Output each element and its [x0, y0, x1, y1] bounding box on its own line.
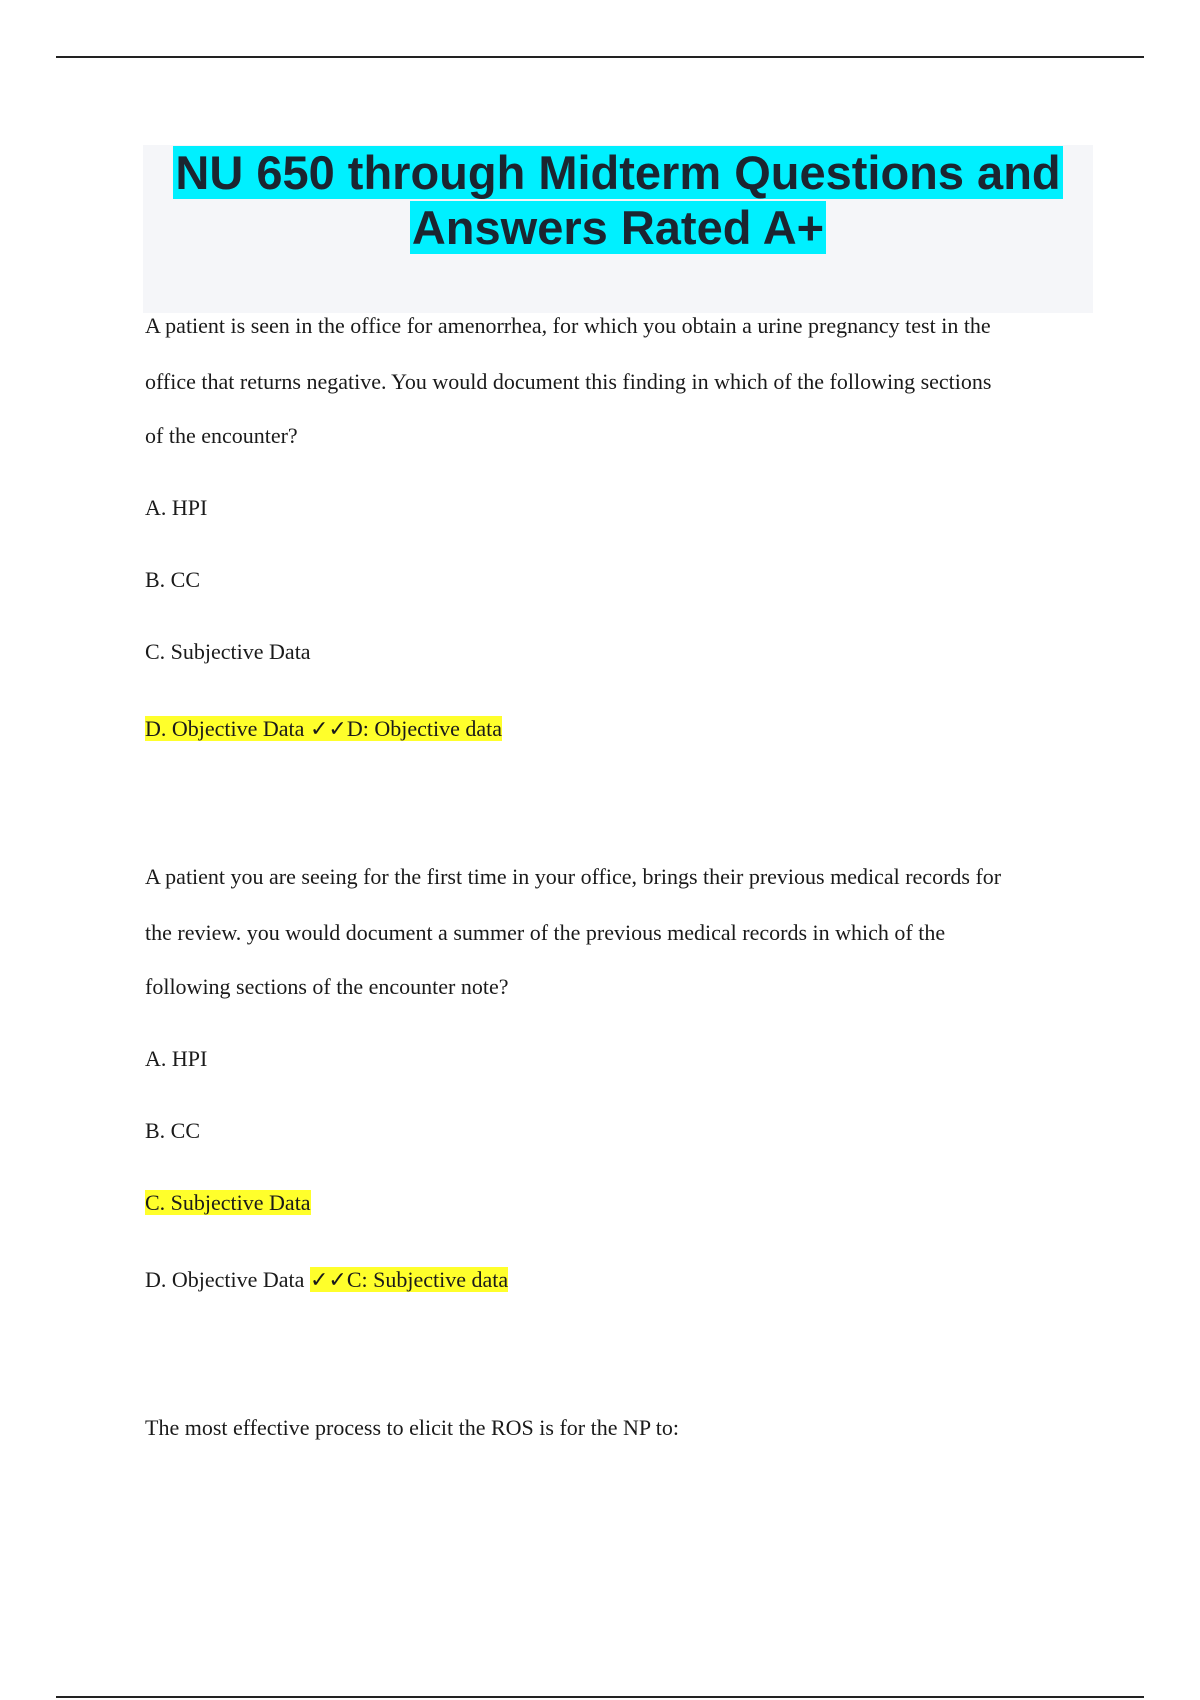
q2-option-d-row — [145, 1266, 508, 1295]
q1-option-d-row — [145, 715, 502, 744]
q2-check-icon: ✓✓ — [309, 1268, 347, 1293]
q1-option-c: C. Subjective Data — [145, 639, 311, 664]
q1-line-1: A patient is seen in the office for amenorrhea, for which you obtain a urine pregnancy test in the — [145, 313, 991, 338]
title-line-2 — [143, 200, 1093, 255]
q1-answer-highlight — [145, 716, 502, 741]
q2-option-b: B. CC — [145, 1118, 201, 1143]
q2-answer-text: C: Subjective data — [346, 1267, 509, 1292]
q2-option-c-row — [145, 1189, 311, 1217]
top-rule — [56, 56, 1144, 58]
bottom-rule — [56, 1696, 1144, 1698]
title-text-1: NU 650 through Midterm Questions and — [175, 146, 1061, 199]
q2-line-3: following sections of the encounter note? — [145, 974, 509, 999]
q2-line-1: A patient you are seeing for the first time in your office, brings their previous medical records for — [145, 864, 1002, 889]
q1-line-2: office that returns negative. You would document this finding in which of the following sections — [145, 369, 992, 394]
q2-option-c: C. Subjective Data — [145, 1190, 311, 1215]
q1-answer-text: D: Objective data — [346, 716, 502, 741]
title-block — [143, 145, 1093, 313]
q1-line-3: of the encounter? — [145, 423, 298, 448]
q2-option-a: A. HPI — [145, 1046, 208, 1071]
q3-line-1: The most effective process to elicit the ROS is for the NP to: — [145, 1415, 680, 1440]
title-line-1 — [143, 145, 1093, 200]
q2-answer-highlight — [310, 1267, 508, 1292]
q2-line-2: the review. you would document a summer of the previous medical records in which of the — [145, 920, 946, 945]
q1-option-a: A. HPI — [145, 495, 208, 520]
title-text-2: Answers Rated A+ — [411, 201, 825, 254]
q1-option-d: D. Objective Data — [145, 716, 305, 741]
q2-option-d: D. Objective Data — [145, 1267, 305, 1292]
q1-check-icon: ✓✓ — [309, 717, 347, 742]
q1-option-b: B. CC — [145, 567, 201, 592]
